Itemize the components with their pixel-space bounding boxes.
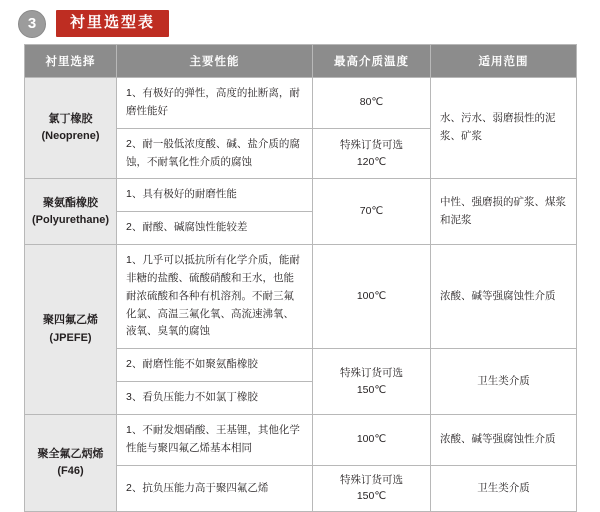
column-header-performance: 主要性能 <box>117 45 313 78</box>
table-header <box>25 45 577 78</box>
scope-cell: 中性、强磨损的矿浆、煤浆和泥浆 <box>431 179 577 245</box>
table-body <box>25 78 577 512</box>
lining-cell-polyurethane <box>25 179 117 245</box>
lining-name-en: (F46) <box>57 465 84 478</box>
performance-cell: 1、具有极好的耐磨性能 <box>117 179 313 212</box>
table-row <box>25 179 577 212</box>
lining-cell-f46 <box>25 414 117 511</box>
temperature-line-2: 150℃ <box>356 383 387 396</box>
temperature-cell: 70℃ <box>313 179 431 245</box>
column-header-lining: 衬里选择 <box>25 45 117 78</box>
temperature-line-2: 150℃ <box>356 490 387 503</box>
temperature-cell: 100℃ <box>313 414 431 465</box>
temperature-cell <box>313 349 431 415</box>
scope-cell: 浓酸、碱等强腐蚀性介质 <box>431 245 577 349</box>
lining-name-en: (Neoprene) <box>41 130 100 143</box>
column-header-scope: 适用范围 <box>431 45 577 78</box>
lining-name: 氯丁橡胶 <box>48 113 93 126</box>
scope-cell: 浓酸、碱等强腐蚀性介质 <box>431 414 577 465</box>
temperature-cell <box>313 465 431 512</box>
performance-cell: 3、看负压能力不如氯丁橡胶 <box>117 382 313 415</box>
table-row <box>25 245 577 349</box>
temperature-cell: 80℃ <box>313 78 431 129</box>
performance-cell: 2、耐酸、碱腐蚀性能较差 <box>117 212 313 245</box>
performance-cell: 2、耐一般低浓度酸、碱、盐介质的腐蚀，不耐氧化性介质的腐蚀 <box>117 128 313 179</box>
table-row <box>25 414 577 465</box>
column-header-max-temperature: 最高介质温度 <box>313 45 431 78</box>
temperature-line-1: 特殊订货可选 <box>340 366 403 379</box>
scope-cell: 卫生类介质 <box>431 349 577 415</box>
page-title: 衬里选型表 <box>56 10 169 38</box>
temperature-line-2: 120℃ <box>356 155 387 168</box>
performance-cell: 1、有极好的弹性，高度的扯断离，耐磨性能好 <box>117 78 313 129</box>
table-header-row <box>25 45 577 78</box>
scope-cell: 卫生类介质 <box>431 465 577 512</box>
lining-cell-jpefe <box>25 245 117 415</box>
table-container <box>0 38 600 512</box>
lining-name-en: (Polyurethane) <box>31 213 109 226</box>
lining-name: 聚全氟乙炳烯 <box>37 448 104 461</box>
lining-cell-neoprene <box>25 78 117 179</box>
performance-cell: 2、耐磨性能不如聚氨酯橡胶 <box>117 349 313 382</box>
lining-selection-table <box>24 44 577 512</box>
temperature-line-1: 特殊订货可选 <box>340 138 403 151</box>
lining-name: 聚氨酯橡胶 <box>43 196 98 209</box>
section-number-badge: 3 <box>18 10 46 38</box>
table-row <box>25 78 577 129</box>
performance-cell: 1、几乎可以抵抗所有化学介质，能耐非糖的盐酸、硫酸硝酸和王水，也能耐浓硫酸和各种有机溶剂。不耐三氟化氯、高温三氟化氧、高流速沸氧、液氧、臭氧的腐蚀 <box>117 245 313 349</box>
lining-name: 聚四氟乙烯 <box>43 314 98 327</box>
scope-cell: 水、污水、弱磨损性的泥浆、矿浆 <box>431 78 577 179</box>
performance-cell: 1、不耐发烟硝酸、王基锂，其他化学性能与聚四氟乙烯基本相同 <box>117 414 313 465</box>
temperature-cell <box>313 128 431 179</box>
performance-cell: 2、抗负压能力高于聚四氟乙烯 <box>117 465 313 512</box>
lining-name-en: (JPEFE) <box>49 331 92 344</box>
temperature-line-1: 特殊订货可选 <box>340 473 403 486</box>
temperature-cell: 100℃ <box>313 245 431 349</box>
section-header <box>0 0 600 38</box>
